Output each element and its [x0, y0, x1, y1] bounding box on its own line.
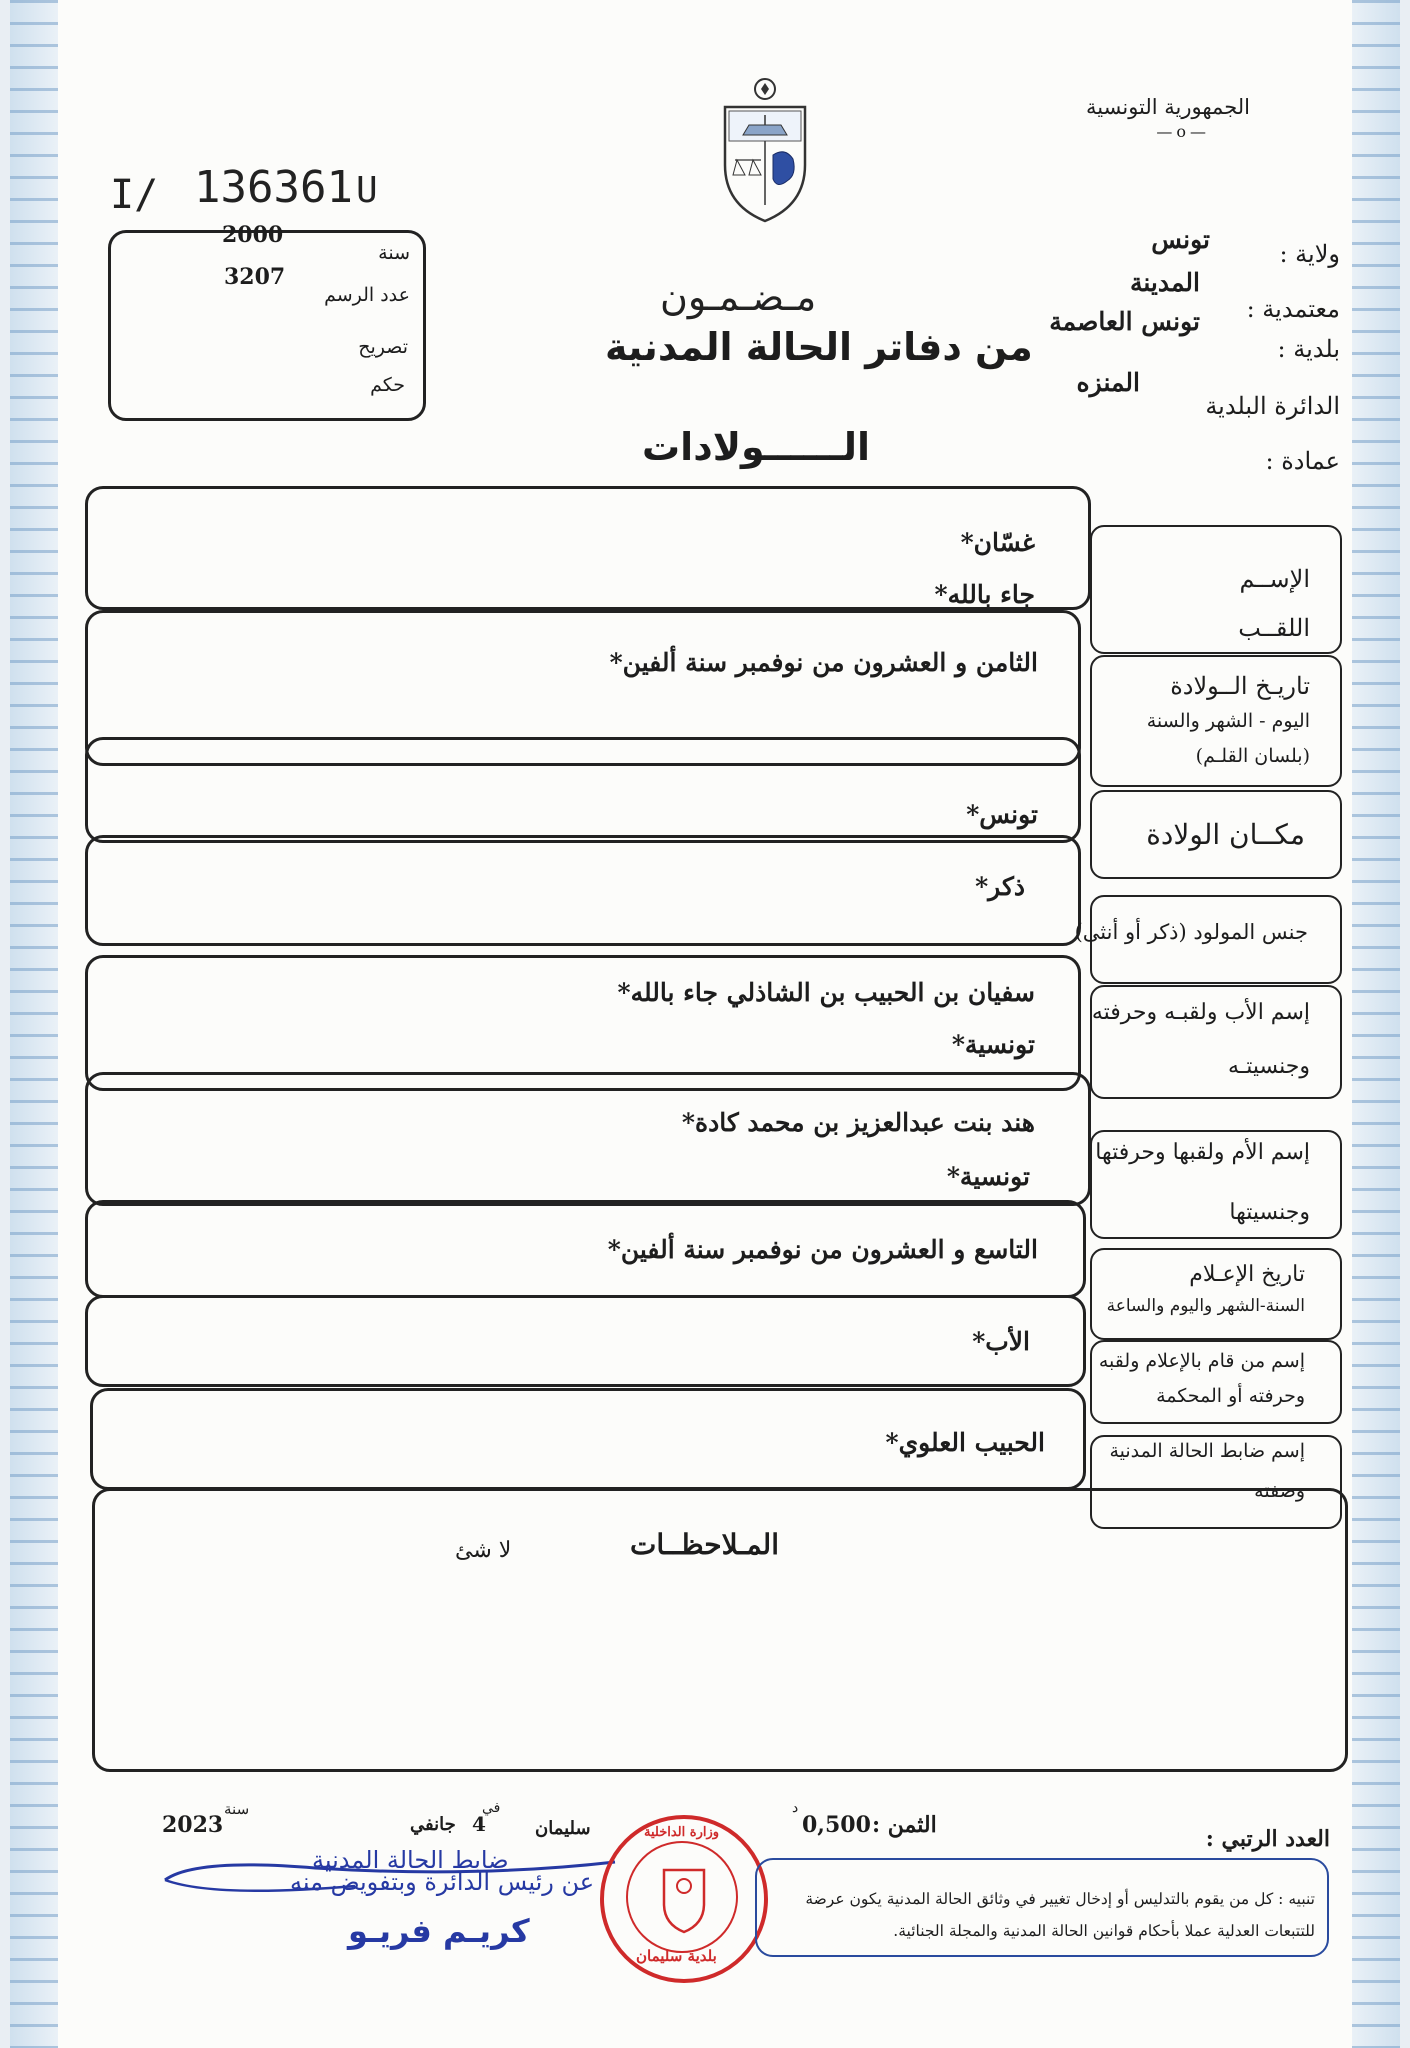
signature-officer-name: كريـم فريـو — [348, 1912, 530, 1950]
delegation-label: معتمدية : — [1246, 295, 1340, 323]
legal-notice-line2: للتتبعات العدلية عملا بأحكام قوانين الحالة المدنية والمجلة الجنائية. — [893, 1922, 1315, 1940]
birth-date-label-1: تاريـخ الــولادة — [1170, 672, 1310, 700]
remarks-value: لا شئ — [455, 1538, 512, 1563]
republic-ornament: —o— — [1156, 122, 1210, 141]
district-label: الدائرة البلدية — [1205, 392, 1340, 420]
sex-label: جنس المولود (ذكر أو أنثى) — [1074, 920, 1308, 944]
issue-place: سليمان — [535, 1818, 591, 1839]
issue-day: 4 — [472, 1812, 486, 1836]
imada-label: عمادة : — [1265, 447, 1340, 475]
stamp-bottom-text: بلدية سليمان — [636, 1947, 717, 1965]
document-title-line2: من دفاتر الحالة المدنية — [605, 325, 1033, 369]
registry-year-value: 2000 — [222, 222, 284, 248]
birth-certificate-page — [10, 0, 1400, 2048]
birth-place-label: مكــان الولادة — [1146, 818, 1305, 851]
right-decorative-border — [1352, 0, 1400, 2048]
issue-year: 2023 — [162, 1812, 224, 1838]
declarant-value-box — [85, 1295, 1086, 1387]
section-title-births: الــــــولادات — [642, 425, 871, 469]
district-value: المنزه — [1076, 368, 1140, 397]
declarant-value: الأب* — [972, 1327, 1030, 1356]
issue-day-prefix: في — [482, 1800, 501, 1816]
registry-declaration-label: تصريح — [358, 336, 408, 358]
signature-delegation-line: عن رئيس الدائرة وبتفويض منه — [290, 1868, 595, 1896]
officer-value: الحبيب العلوي* — [885, 1428, 1045, 1457]
birth-place-value: تونس* — [966, 800, 1038, 829]
price-unit: د — [792, 1800, 799, 1816]
stamp-top-text: وزارة الداخلية — [644, 1825, 720, 1840]
father-name-value: سفيان بن الحبيب بن الشاذلي جاء بالله* — [617, 978, 1035, 1007]
price-label: الثمن : — [872, 1812, 937, 1838]
delegation-value: المدينة — [1129, 268, 1200, 297]
municipality-value: تونس العاصمة — [1049, 307, 1200, 336]
registry-year-label: سنة — [378, 242, 410, 264]
governorate-value: تونس — [1151, 225, 1210, 254]
declarant-label-1: إسم من قام بالإعلام ولقبه — [1098, 1350, 1305, 1372]
serial-number: 136361 — [194, 162, 353, 213]
mother-label-1: إسم الأم ولقبها وحرفتها — [1095, 1140, 1310, 1165]
registry-record-label: عدد الرسم — [324, 284, 410, 306]
declaration-date-label-1: تاريخ الإعـلام — [1189, 1262, 1305, 1287]
issue-year-label: سنة — [224, 1800, 250, 1818]
sex-value: ذكر* — [975, 872, 1025, 901]
father-value-box — [85, 955, 1081, 1091]
first-name-label: الإســم — [1239, 565, 1310, 593]
tunisia-coat-of-arms-icon — [715, 75, 815, 225]
stamp-emblem-icon — [659, 1864, 709, 1934]
serial-suffix: U — [356, 170, 378, 211]
document-title-line1: مـضـمـون — [660, 275, 817, 319]
birth-place-value-box — [85, 737, 1081, 843]
father-nationality-value: تونسية* — [951, 1030, 1035, 1059]
registry-judgment-label: حكم — [370, 374, 405, 396]
mother-name-value: هند بنت عبدالعزيز بن محمد كادة* — [681, 1108, 1035, 1137]
father-label-1: إسم الأب ولقبـه وحرفته — [1091, 1000, 1310, 1025]
declaration-date-value: التاسع و العشرون من نوفمبر سنة ألفين* — [607, 1235, 1038, 1264]
municipality-stamp — [600, 1815, 768, 1983]
legal-notice-line1: تنبيه : كل من يقوم بالتدليس أو إدخال تغيير في وثائق الحالة المدنية يكون عرضة — [805, 1890, 1315, 1908]
serial-order-label: العدد الرتبي : — [1205, 1826, 1330, 1852]
birth-date-value: الثامن و العشرون من نوفمبر سنة ألفين* — [609, 648, 1038, 677]
republic-header: الجمهورية التونسية — [1086, 95, 1250, 119]
officer-label-1: إسم ضابط الحالة المدنية — [1109, 1440, 1305, 1462]
registry-record-value: 3207 — [224, 264, 286, 290]
governorate-label: ولاية : — [1279, 240, 1340, 268]
first-name-value: غسّان* — [960, 528, 1035, 557]
mother-nationality-value: تونسية* — [946, 1162, 1030, 1191]
declarant-label-2: وحرفته أو المحكمة — [1156, 1385, 1305, 1407]
officer-label-2: وصفته — [1254, 1480, 1305, 1502]
mother-value-box — [85, 1072, 1091, 1206]
birth-date-label-2: اليوم - الشهر والسنة — [1146, 710, 1310, 732]
sex-value-box — [85, 835, 1081, 946]
remarks-title: المـلاحظــات — [630, 1528, 779, 1561]
signature-title: ضابط الحالة المدنية — [312, 1846, 509, 1874]
price-value: 0,500 — [802, 1812, 871, 1838]
left-decorative-border — [10, 0, 58, 2048]
father-label-2: وجنسيتـه — [1227, 1054, 1310, 1079]
last-name-label: اللقــب — [1238, 614, 1310, 642]
mother-label-2: وجنسيتها — [1229, 1200, 1310, 1225]
serial-prefix: I/ — [110, 172, 159, 218]
last-name-value: جاء بالله* — [934, 580, 1035, 609]
declaration-date-label-2: السنة-الشهر واليوم والساعة — [1106, 1296, 1305, 1316]
issue-month: جانفي — [410, 1814, 456, 1835]
birth-date-label-3: (بلسان القلـم) — [1195, 745, 1310, 767]
municipality-label: بلدية : — [1277, 335, 1340, 363]
